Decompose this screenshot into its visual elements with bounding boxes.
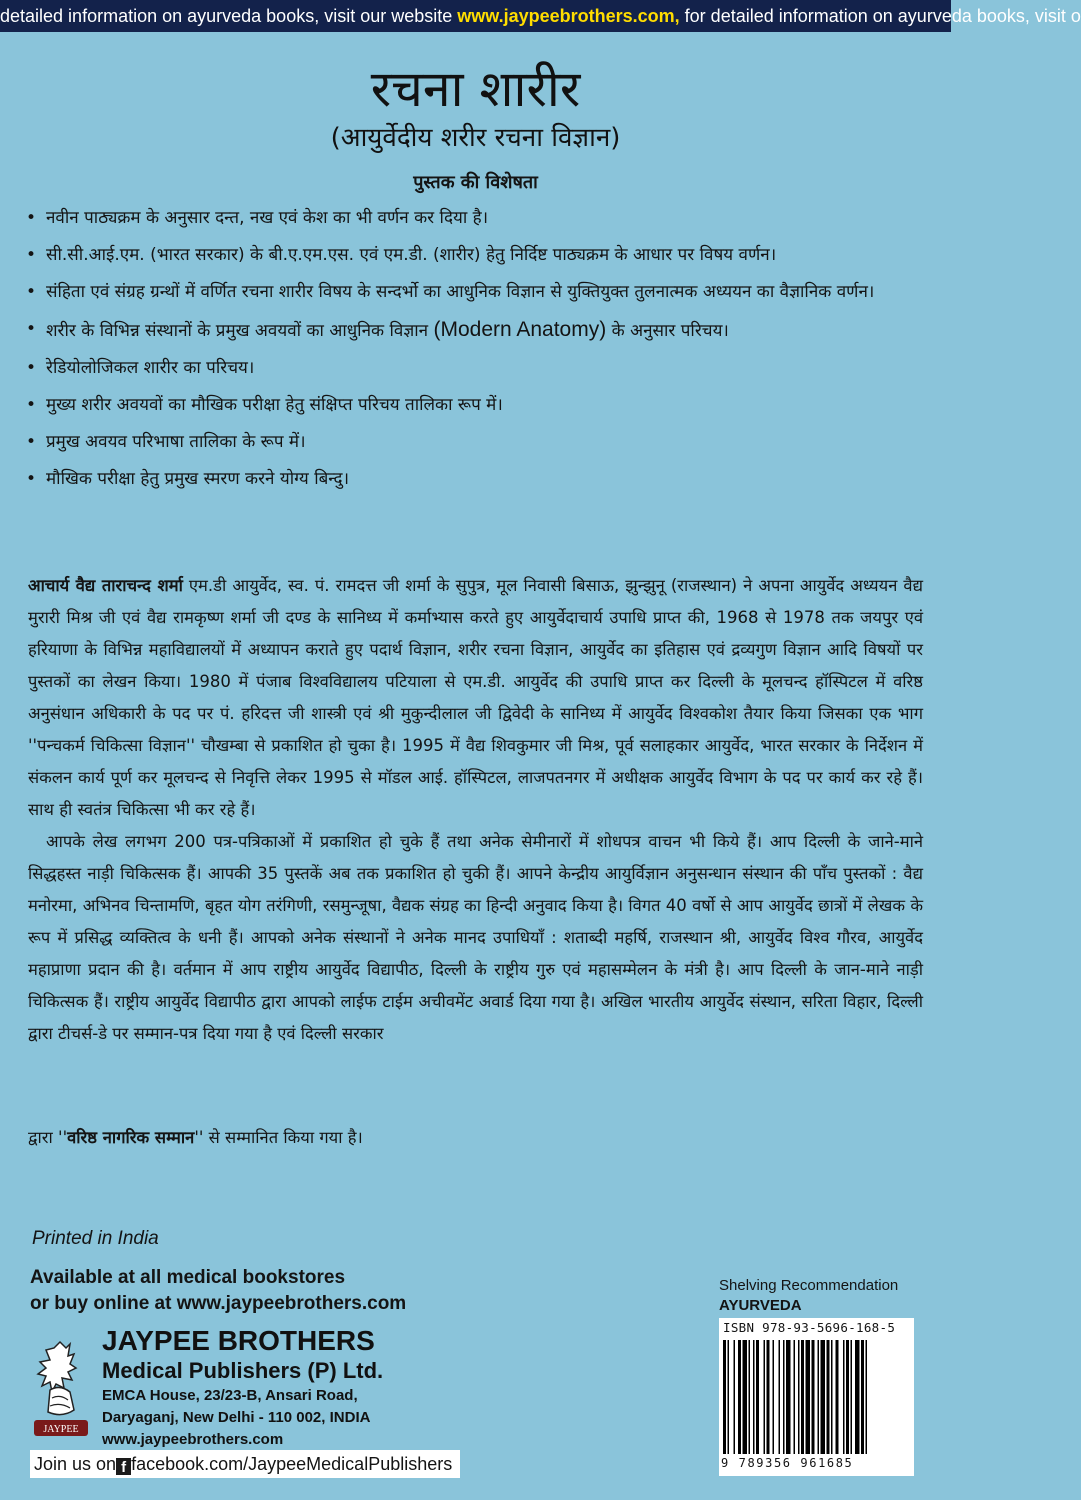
- barcode-bar: [798, 1340, 800, 1454]
- barcode-bar: [821, 1340, 826, 1454]
- barcode-bar: [767, 1340, 770, 1454]
- publisher-website[interactable]: www.jaypeebrothers.com: [102, 1431, 284, 1448]
- logo-text: JAYPEE: [43, 1424, 79, 1435]
- barcode-bar: [812, 1340, 815, 1454]
- barcode-bar: [773, 1340, 775, 1454]
- barcode-bar: [843, 1340, 845, 1454]
- barcode-bar: [779, 1340, 781, 1454]
- book-title: रचना शारीर: [370, 60, 581, 118]
- barcode-bar: [861, 1340, 864, 1454]
- book-subtitle: (आयुर्वेदीय शरीर रचना विज्ञान): [330, 123, 621, 153]
- barcode-bar: [801, 1340, 804, 1454]
- bullet-icon: •: [26, 358, 37, 378]
- barcode-bar: [723, 1340, 726, 1454]
- feature-item: • मौखिक परीक्षा हेतु प्रमुख स्मरण करने योग्य बिन्दु।: [24, 464, 924, 495]
- author-name: आचार्य वैद्य ताराचन्द शर्मा: [28, 576, 183, 595]
- bullet-icon: •: [26, 469, 37, 489]
- feature-item: • रेडियोलोजिकल शारीर का परिचय।: [24, 353, 924, 384]
- availability-note: Available at all medical bookstores or buy online at www.jaypeebrothers.com: [30, 1265, 510, 1317]
- barcode-bar: [846, 1340, 849, 1454]
- banner-url[interactable]: www.jaypeebrothers.com,: [457, 6, 680, 26]
- barcode-bar: [728, 1340, 730, 1454]
- barcode-bar: [831, 1340, 833, 1454]
- shelving-recommendation: [719, 1276, 934, 1316]
- barcode-bar: [753, 1340, 755, 1454]
- facebook-link[interactable]: Join us on f facebook.com/JaypeeMedicalPublishers: [30, 1450, 460, 1478]
- buy-online-link[interactable]: or buy online at www.jaypeebrothers.com: [30, 1293, 407, 1314]
- facebook-icon: f: [116, 1458, 131, 1475]
- features-heading: पुस्तक की विशेषता: [413, 172, 538, 193]
- author-bio: [28, 570, 923, 1050]
- barcode-bar: [794, 1340, 796, 1454]
- top-banner: [0, 0, 1081, 32]
- barcode-bar: [783, 1340, 785, 1454]
- feature-item: • नवीन पाठ्यक्रम के अनुसार दन्त, नख एवं केश का भी वर्णन कर दिया है।: [24, 203, 924, 234]
- publisher-block: [102, 1325, 522, 1451]
- bullet-icon: •: [26, 432, 37, 452]
- address-line-1: EMCA House, 23/23-B, Ansari Road,: [102, 1387, 358, 1404]
- honor-line: द्वारा ''वरिष्ठ नागरिक सम्मान'' से सम्मानित किया गया है।: [28, 1128, 363, 1147]
- bullet-icon: •: [26, 245, 37, 265]
- barcode-bar: [756, 1340, 759, 1454]
- bullet-icon: •: [26, 395, 37, 415]
- banner-prefix: detailed information on ayurveda books, visit our website: [0, 6, 458, 26]
- publisher-subname: Medical Publishers (P) Ltd.: [102, 1358, 384, 1383]
- bio-paragraph-1: आचार्य वैद्य ताराचन्द शर्मा एम.डी आयुर्वेद, स्व. पं. रामदत्त जी शर्मा के सुपुत्र, मूल निवासी बिसाऊ, झुन्झुनू (राजस्थान) ने अपना आयुर्वेद अध्ययन वैद्य मुरारी मिश्र जी एवं वैद्य रामकृष्ण शर्मा जी दण्ड के सानिध्य में कर्माभ्यास करते हुए आयुर्वेदाचार्य उपाधि प्राप्त की, 1968 से 1978 तक जयपुर एवं हरियाणा के विभिन्न महाविद्यालयों में अध्यापन कराते हुए पदार्थ विज्ञान, शरीर रचना विज्ञान, आयुर्वेद का इतिहास एवं द्रव्यगुण विज्ञान आदि विषयों पर पुस्तकों का लेखन किया। 1980 में पंजाब विश्वविद्यालय पटियाला से एम.डी. आयुर्वेद की उपाधि प्राप्त कर दिल्ली के मूलचन्द हॉस्पिटल में वरिष्ठ अनुसंधान अधिकारी के पद पर पं. हरिदत्त जी शास्त्री एवं श्री मुकुन्दीलाल जी द्विवेदी के सानिध्य में आयुर्वेद विश्वकोश तैयार किया जिसका एक भाग ''पन्चकर्म चिकित्सा विज्ञान'' चौखम्बा से प्रकाशित हो चुका है। 1995 में वैद्य शिवकुमार जी मिश्र, पूर्व सलाहकार आयुर्वेद, भारत सरकार के निर्देशन में संकलन कार्य पूर्ण कर मूलचन्द से निवृत्ति लेकर 1995 से मॉडल आई. हॉस्पिटल, लाजपतनगर में अधीक्षक आयुर्वेद विभाग के पद पर कार्य कर रहे हैं। साथ ही स्वतंत्र चिकित्सा भी कर रहे हैं।: [28, 576, 923, 819]
- bullet-icon: •: [26, 282, 37, 302]
- barcode-bar: [836, 1340, 839, 1454]
- barcode-bar: [764, 1340, 766, 1454]
- banner-suffix: for detailed information on ayurveda books, visit o: [679, 6, 1081, 26]
- feature-item: • संहिता एवं संग्रह ग्रन्थों में वर्णित रचना शारीर विषय के सन्दर्भो का आधुनिक विज्ञान से युक्तियुक्त तुलनात्मक अध्ययन का वैज्ञानिक वर्णन।: [24, 277, 924, 308]
- barcode: [719, 1318, 914, 1476]
- barcode-bar: [786, 1340, 791, 1454]
- bullet-icon: •: [26, 208, 37, 228]
- barcode-bar: [743, 1340, 748, 1454]
- feature-item: • प्रमुख अवयव परिभाषा तालिका के रूप में।: [24, 427, 924, 458]
- printed-in-india: Printed in India: [32, 1228, 159, 1249]
- bullet-icon: •: [26, 319, 37, 339]
- barcode-bars: [723, 1340, 911, 1454]
- barcode-bar: [806, 1340, 811, 1454]
- bio-paragraph-2: आपके लेख लगभग 200 पत्र-पत्रिकाओं में प्रकाशित हो चुके हैं तथा अनेक सेमीनारों में शोधपत्र वाचन भी किये हैं। आप दिल्ली के जाने-माने सिद्धहस्त नाड़ी चिकित्सक हैं। आपकी 35 पुस्तकें अब तक प्रकाशित हो चुकी हैं। आपने केन्द्रीय आयुर्विज्ञान अनुसन्धान संस्थान की पाँच पुस्तकों : वैद्य मनोरमा, अभिनव चिन्तामणि, बृहत योग तरंगिणी, रसमुन्जूषा, वैद्यक संग्रह का हिन्दी अनुवाद किया है। विगत 40 वर्षो से आप आयुर्वेद छात्रों में लेखक के रूप में प्रसिद्ध व्यक्तित्व के धनी हैं। आपको अनेक संस्थानों ने अनेक मानद उपाधियाँ : शताब्दी महर्षि, राजस्थान श्री, आयुर्वेद विश्व गौरव, आयुर्वेद महाप्राणा प्रदान की है। वर्तमान में आप राष्ट्रीय आयुर्वेद विद्यापीठ, दिल्ली के राष्ट्रीय गुरु एवं महासम्मेलन के मंत्री है। आप दिल्ली के जान-माने नाड़ी चिकित्सक हैं। राष्ट्रीय आयुर्वेद विद्यापीठ द्वारा आपको लाईफ टाईम अचीवमेंट अवार्ड दिया गया है। अखिल भारतीय आयुर्वेद संस्थान, सरिता विहार, दिल्ली द्वारा टीचर्स-डे पर सम्मान-पत्र दिया गया है एवं दिल्ली सरकार: [28, 832, 923, 1043]
- feature-item: • शरीर के विभिन्न संस्थानों के प्रमुख अवयवों का आधुनिक विज्ञान (Modern Anatomy) के अनुसार परिचय।: [24, 314, 924, 347]
- features-list: [24, 203, 924, 501]
- barcode-bar: [749, 1340, 751, 1454]
- address-line-2: Daryaganj, New Delhi - 110 002, INDIA: [102, 1409, 371, 1426]
- feature-item: • मुख्य शरीर अवयवों का मौखिक परीक्षा हेतु संक्षिप्त परिचय तालिका रूप में।: [24, 390, 924, 421]
- barcode-bar: [855, 1340, 860, 1454]
- shelving-category: AYURVEDA: [719, 1297, 802, 1314]
- shelving-label: Shelving Recommendation: [719, 1277, 899, 1294]
- barcode-bar: [734, 1340, 736, 1454]
- isbn-text: ISBN 978-93-5696-168-5: [723, 1320, 896, 1335]
- barcode-digits: 9 789356 961685: [721, 1456, 854, 1470]
- barcode-bar: [851, 1340, 853, 1454]
- publisher-name: JAYPEE BROTHERS: [102, 1325, 375, 1356]
- feature-item: • सी.सी.आई.एम. (भारत सरकार) के बी.ए.एम.एस. एवं एम.डी. (शारीर) हेतु निर्दिष्ट पाठ्यक्रम के आधार पर विषय वर्णन।: [24, 240, 924, 271]
- honor-title: वरिष्ठ नागरिक सम्मान: [67, 1128, 195, 1147]
- barcode-bar: [827, 1340, 830, 1454]
- jaypee-logo: [30, 1340, 92, 1440]
- barcode-bar: [818, 1340, 820, 1454]
- barcode-bar: [738, 1340, 741, 1454]
- barcode-bar: [866, 1340, 868, 1454]
